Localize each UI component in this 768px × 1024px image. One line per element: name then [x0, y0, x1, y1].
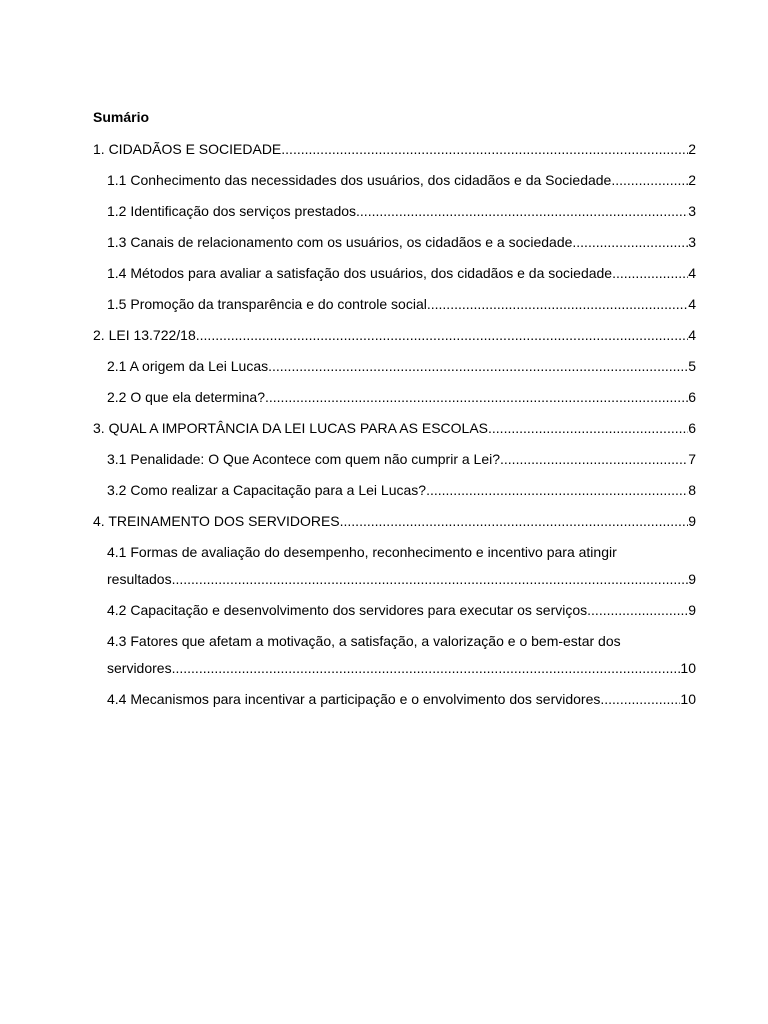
toc-entry-text: servidores	[107, 660, 172, 676]
leader-dots	[427, 293, 688, 315]
toc-entry-text: 4.4 Mecanismos para incentivar a participação e o envolvimento dos servidores	[107, 691, 601, 707]
leader-dots	[488, 417, 688, 439]
toc-entry[interactable]	[93, 138, 696, 160]
toc-entry-page: 4	[688, 296, 696, 312]
leader-dots	[612, 262, 688, 284]
toc-entry-text: 1. CIDADÃOS E SOCIEDADE	[93, 141, 282, 157]
leader-dots	[611, 169, 688, 191]
document-page	[93, 106, 696, 719]
toc-entry-text: 1.4 Métodos para avaliar a satisfação dos usuários, dos cidadãos e da sociedade	[107, 265, 613, 281]
toc-entry-text: 4. TREINAMENTO DOS SERVIDORES	[93, 513, 340, 529]
leader-dots	[196, 324, 688, 346]
toc-entry[interactable]	[93, 169, 696, 191]
toc-entry[interactable]	[93, 688, 696, 710]
toc-title: Sumário	[93, 109, 150, 125]
toc-entry-page: 6	[688, 389, 696, 405]
toc-entry-text: 1.2 Identificação dos serviços prestados	[107, 203, 357, 219]
toc-entry[interactable]	[93, 541, 696, 590]
toc-entry-text: 1.5 Promoção da transparência e do controle social	[107, 296, 427, 312]
toc-entry[interactable]	[93, 324, 696, 346]
toc-entry[interactable]	[93, 510, 696, 532]
toc-entry-page: 5	[688, 358, 696, 374]
toc-entry-text: 3. QUAL A IMPORTÂNCIA DA LEI LUCAS PARA AS ESCOLAS	[93, 420, 489, 436]
toc-entry-page: 4	[688, 265, 696, 281]
leader-dots	[587, 599, 688, 621]
toc-entry-text: 1.3 Canais de relacionamento com os usuários, os cidadãos e a sociedade.	[107, 234, 577, 250]
toc-entry-page: 3	[688, 203, 696, 219]
leader-dots	[172, 657, 681, 679]
toc-entry[interactable]	[93, 630, 696, 679]
toc-entry[interactable]	[93, 293, 696, 315]
toc-entry[interactable]	[93, 200, 696, 222]
toc-entry[interactable]	[93, 448, 696, 470]
toc-entry-page: 9	[688, 571, 696, 587]
leader-dots	[172, 568, 689, 590]
toc-entry-text-line1: 4.1 Formas de avaliação do desempenho, reconhecimento e incentivo para atingir	[107, 544, 617, 560]
toc-entry-page: 6	[688, 420, 696, 436]
toc-entry[interactable]	[93, 479, 696, 501]
leader-dots	[268, 355, 688, 377]
toc-entry-page: 2	[688, 172, 696, 188]
toc-entry-page: 9	[688, 602, 696, 618]
toc-entry[interactable]	[93, 417, 696, 439]
toc-entry-text-line1: 4.3 Fatores que afetam a motivação, a satisfação, a valorização e o bem-estar dos	[107, 633, 621, 649]
toc-entry-page: 3	[688, 234, 696, 250]
toc-entry-text: 2. LEI 13.722/18	[93, 327, 196, 343]
toc-entry-text: resultados	[107, 571, 172, 587]
toc-entry-text: 3.1 Penalidade: O Que Acontece com quem não cumprir a Lei?	[107, 451, 501, 467]
toc-entry-text: 1.1 Conhecimento das necessidades dos usuários, dos cidadãos e da Sociedade	[107, 172, 612, 188]
toc-entry[interactable]	[93, 599, 696, 621]
toc-entry-text: 3.2 Como realizar a Capacitação para a Lei Lucas?	[107, 482, 427, 498]
leader-dots	[600, 688, 680, 710]
leader-dots	[340, 510, 689, 532]
toc-entry[interactable]	[93, 386, 696, 408]
toc-entry-page: 7	[688, 451, 696, 467]
toc-entry[interactable]	[93, 262, 696, 284]
leader-dots	[426, 479, 688, 501]
toc-entry-page: 8	[688, 482, 696, 498]
leader-dots	[281, 138, 688, 160]
leader-dots	[265, 386, 688, 408]
leader-dots	[576, 231, 688, 253]
leader-dots	[500, 448, 688, 470]
toc-entry[interactable]	[93, 355, 696, 377]
toc-entry-page: 10	[680, 660, 696, 676]
leader-dots	[356, 200, 688, 222]
toc-entry-page: 4	[688, 327, 696, 343]
toc-entry-page: 9	[688, 513, 696, 529]
toc-entry-page: 2	[688, 141, 696, 157]
toc-entry-text: 2.2 O que ela determina?	[107, 389, 265, 405]
toc-entry[interactable]	[93, 231, 696, 253]
toc-entry-page: 10	[680, 691, 696, 707]
toc-entry-text: 4.2 Capacitação e desenvolvimento dos servidores para executar os serviços	[107, 602, 588, 618]
toc-entry-text: 2.1 A origem da Lei Lucas	[107, 358, 269, 374]
